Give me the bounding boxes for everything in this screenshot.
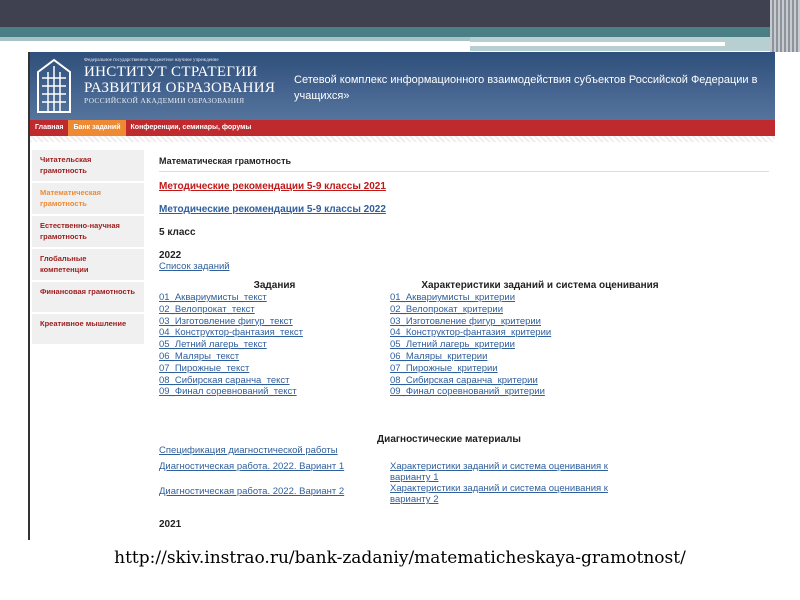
sidebar-item-reading[interactable]: Читательская грамотность: [32, 150, 144, 183]
criteria-link[interactable]: 08_Сибирская саранча_критерии: [390, 374, 538, 386]
task-list-link[interactable]: Список заданий: [159, 261, 230, 272]
variant-2-link[interactable]: Диагностическая работа. 2022. Вариант 2: [159, 486, 345, 498]
variant-1-criteria-link[interactable]: Характеристики заданий и система оценивания к варианту 1: [390, 461, 608, 484]
criteria-link[interactable]: 04_Конструктор-фантазия_критерии: [390, 327, 552, 339]
site-title: [294, 72, 757, 104]
criteria-link[interactable]: 03_Изготовление фигур_критерии: [390, 315, 541, 327]
diagnostic-heading: Диагностические материалы: [377, 434, 521, 446]
criteria-link[interactable]: 06_Маляры_критерии: [390, 350, 488, 362]
tasks-column-header: Задания: [253, 280, 296, 291]
rec-2021-link[interactable]: Методические рекомендации 5-9 классы 2021: [159, 181, 386, 192]
sidebar-item-creative[interactable]: Креативное мышление: [32, 314, 144, 346]
criteria-link[interactable]: 01_Аквариумисты_критерии: [390, 292, 516, 303]
tasks-column: [159, 280, 390, 398]
task-link[interactable]: 04_Конструктор-фантазия_текст: [159, 327, 303, 339]
sidebar-item-science[interactable]: Естественно-научная грамотность: [32, 216, 144, 249]
institute-name: [84, 57, 284, 106]
slide-accent-strip: [0, 37, 470, 41]
slide-top-bar: [0, 0, 800, 27]
page-title: Математическая грамотность: [159, 150, 769, 172]
sidebar: [32, 150, 144, 346]
institute-logo-icon: [34, 58, 74, 114]
slide-accent-line: [470, 42, 725, 46]
site-title-line-2: учащихся»: [294, 90, 350, 102]
criteria-link[interactable]: 02_Велопрокат_критерии: [390, 303, 504, 315]
slide-teal-band: [0, 27, 800, 37]
site-header: [30, 52, 775, 120]
nav-divider: [30, 136, 775, 142]
variant-2-criteria-link[interactable]: Характеристики заданий и система оценивания к варианту 2: [390, 483, 608, 506]
website-screenshot: [28, 52, 775, 540]
criteria-column: [390, 280, 690, 398]
criteria-link[interactable]: 05_Летний лагерь_критерии: [390, 339, 515, 351]
task-link[interactable]: 01_Аквариумисты_текст: [159, 292, 267, 303]
site-title-line-1: Сетевой комплекс информационного взаимодействия субъектов Российской Федерации в: [294, 74, 758, 86]
task-link[interactable]: 02_Велопрокат_текст: [159, 303, 255, 315]
grade-heading: 5 класс: [159, 227, 196, 238]
sidebar-item-financial[interactable]: Финансовая грамотность: [32, 282, 144, 314]
criteria-column-header: Характеристики заданий и система оценивания: [421, 280, 659, 291]
task-link[interactable]: 06_Маляры_текст: [159, 350, 240, 362]
slide-corner-stripes: [770, 0, 800, 52]
tasks-table: [159, 280, 775, 398]
main-content: [159, 150, 775, 530]
org-line-1: ИНСТИТУТ СТРАТЕГИИ: [84, 64, 258, 80]
source-url: http://skiv.instrao.ru/bank-zadaniy/matematicheskaya-gramotnost/: [114, 548, 686, 568]
criteria-link[interactable]: 07_Пирожные_критерии: [390, 362, 498, 374]
sidebar-item-global[interactable]: Глобальные компетенции: [32, 249, 144, 282]
sidebar-item-math[interactable]: Математическая грамотность: [32, 183, 144, 216]
task-link[interactable]: 08_Сибирская саранча_текст: [159, 374, 290, 386]
task-link[interactable]: 05_Летний лагерь_текст: [159, 339, 267, 351]
task-link[interactable]: 07_Пирожные_текст: [159, 362, 250, 374]
nav-home[interactable]: Главная: [35, 124, 64, 131]
nav-conferences[interactable]: Конференции, семинары, форумы: [130, 124, 252, 131]
diagnostic-section: [159, 434, 775, 530]
org-subtitle: Федеральное государственное бюджетное научное учреждение: [84, 58, 219, 63]
nav-task-bank[interactable]: Банк заданий: [68, 120, 125, 136]
org-line-2: РАЗВИТИЯ ОБРАЗОВАНИЯ: [84, 80, 276, 96]
criteria-link[interactable]: 09_Финал соревнований_критерии: [390, 386, 545, 398]
rec-2022-link[interactable]: Методические рекомендации 5-9 классы 2022: [159, 204, 386, 215]
org-line-3: РОССИЙСКОЙ АКАДЕМИИ ОБРАЗОВАНИЯ: [84, 96, 245, 105]
spec-link[interactable]: Спецификация диагностической работы: [159, 445, 338, 457]
task-link[interactable]: 03_Изготовление фигур_текст: [159, 315, 293, 327]
year-2021-heading: 2021: [159, 519, 182, 531]
year-heading: 2022: [159, 250, 182, 261]
variant-1-link[interactable]: Диагностическая работа. 2022. Вариант 1: [159, 461, 345, 473]
main-nav: [30, 120, 775, 136]
task-link[interactable]: 09_Финал соревнований_текст: [159, 386, 297, 398]
